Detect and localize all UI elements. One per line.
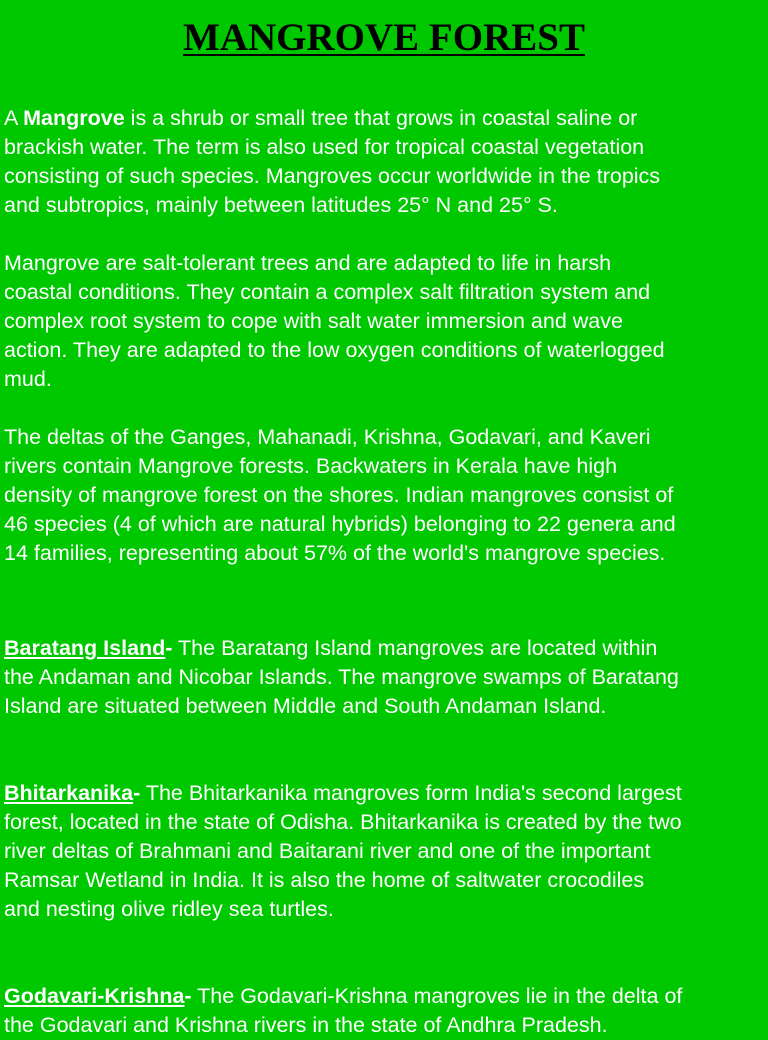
india-line: The deltas of the Ganges, Mahanadi, Krishna, Godavari, and Kaveri <box>4 425 651 449</box>
section-baratang <box>4 634 766 721</box>
section-line <box>4 779 766 808</box>
section-term: Godavari-Krishna <box>4 984 185 1008</box>
india-line: density of mangrove forest on the shores. Indian mangroves consist of <box>4 483 674 507</box>
section-dash: - <box>133 781 141 805</box>
india-line: 46 species (4 of which are natural hybrids) belonging to 22 genera and <box>4 512 676 536</box>
india-line: 14 families, representing about 57% of the world's mangrove species. <box>4 541 666 565</box>
adaptation-line: action. They are adapted to the low oxygen conditions of waterlogged <box>4 338 665 362</box>
section-line-rest: The Godavari-Krishna mangroves lie in the delta of <box>191 984 683 1008</box>
adaptation-line: coastal conditions. They contain a complex salt filtration system and <box>4 280 651 304</box>
section-term: Bhitarkanika <box>4 781 134 805</box>
mangrove-term: Mangrove <box>23 106 125 130</box>
section-term: Baratang Island <box>4 636 166 660</box>
intro-lead: A <box>4 106 24 130</box>
section-line: Island are situated between Middle and South Andaman Island. <box>4 694 607 718</box>
section-dash: - <box>165 636 173 660</box>
section-line <box>4 634 766 663</box>
section-line: Ramsar Wetland in India. It is also the home of saltwater crocodiles <box>4 868 645 892</box>
section-line <box>4 982 766 1011</box>
section-line: the Andaman and Nicobar Islands. The mangrove swamps of Baratang <box>4 665 679 689</box>
adaptation-line: Mangrove are salt-tolerant trees and are adapted to life in harsh <box>4 251 612 275</box>
section-godavari-krishna <box>4 982 766 1040</box>
intro-line <box>4 104 766 133</box>
section-line-rest: The Bhitarkanika mangroves form India's second largest <box>140 781 682 805</box>
intro-paragraph <box>4 104 766 220</box>
intro-line-rest: is a shrub or small tree that grows in coastal saline or <box>124 106 638 130</box>
section-line: river deltas of Brahmani and Baitarani river and one of the important <box>4 839 651 863</box>
adaptation-line: complex root system to cope with salt water immersion and wave <box>4 309 623 333</box>
india-paragraph <box>4 423 766 568</box>
section-bhitarkanika <box>4 779 766 924</box>
section-line-rest: The Baratang Island mangroves are located within <box>172 636 658 660</box>
section-line: and nesting olive ridley sea turtles. <box>4 897 334 921</box>
india-line: rivers contain Mangrove forests. Backwaters in Kerala have high <box>4 454 618 478</box>
section-line: the Godavari and Krishna rivers in the state of Andhra Pradesh. <box>4 1013 608 1037</box>
adaptation-paragraph <box>4 249 766 394</box>
page-title: MANGROVE FOREST <box>183 16 585 59</box>
section-line: forest, located in the state of Odisha. Bhitarkanika is created by the two <box>4 810 682 834</box>
intro-line: consisting of such species. Mangroves occur worldwide in the tropics <box>4 164 661 188</box>
section-dash: - <box>184 984 192 1008</box>
intro-line: and subtropics, mainly between latitudes 25° N and 25° S. <box>4 193 558 217</box>
intro-line: brackish water. The term is also used for tropical coastal vegetation <box>4 135 645 159</box>
adaptation-line: mud. <box>4 367 52 391</box>
